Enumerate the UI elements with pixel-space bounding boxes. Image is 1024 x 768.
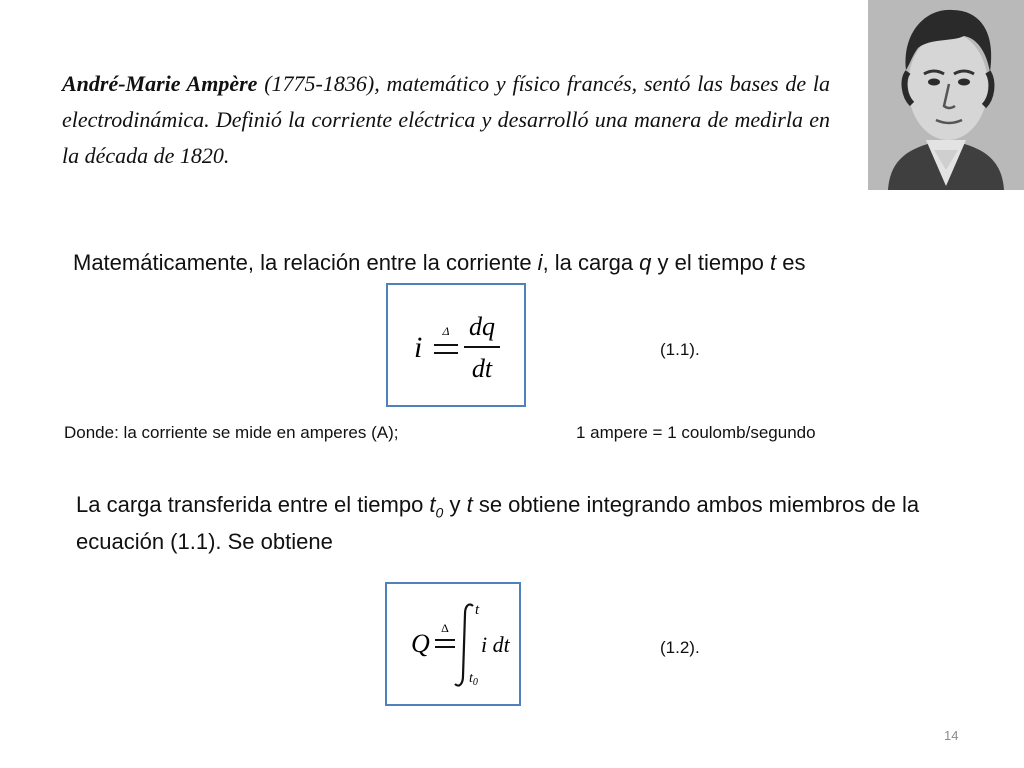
equation-1-2-number: (1.2).: [660, 638, 700, 657]
equation-1-1-number: (1.1).: [660, 340, 700, 359]
eq1-def-symbol: Δ: [442, 324, 450, 338]
equation-1-1-box: [386, 283, 526, 407]
current-relation-intro: Matemáticamente, la relación entre la corriente i, la carga q y el tiempo t es: [73, 250, 806, 275]
ampere-name: André-Marie Ampère: [62, 71, 258, 96]
equation-1-2: [387, 584, 519, 704]
equation-1-2-box: [385, 582, 521, 706]
biography-text: (1775-1836), matemático y físico francés, sentó las bases de la electrodinámica. Definió la corriente eléctrica y desarrolló una manera de medirla en la década de 1820.: [62, 71, 830, 168]
var-t0: $t_0$: [429, 492, 444, 521]
var-i: i: [537, 250, 543, 275]
ampere-portrait: [868, 0, 1024, 190]
current-unit-note: Donde: la corriente se mide en amperes (A);: [64, 423, 399, 442]
slide-number: 14: [944, 728, 959, 743]
eq2-integrand: i dt: [481, 632, 510, 657]
eq2-def-symbol: Δ: [441, 621, 449, 635]
eq2-lhs: Q: [411, 629, 430, 658]
equation-1-1: [388, 285, 524, 405]
ampere-biography: [62, 66, 830, 174]
portrait-engraving-icon: [868, 0, 1024, 190]
eq2-upper-limit: t: [475, 602, 480, 618]
eq1-lhs: i: [414, 331, 423, 364]
eq1-denominator: dt: [471, 354, 493, 383]
eq1-numerator: dq: [469, 312, 495, 341]
var-q: q: [639, 250, 652, 275]
charge-integration-paragraph: La carga transferida entre el tiempo $t_0$ y t se obtiene integrando ambos miembros de la ecuación (1.1). Se obtiene: [76, 492, 920, 555]
eq2-lower-limit: $t_0$: [469, 671, 478, 688]
var-t: t: [770, 250, 777, 275]
ampere-definition: 1 ampere = 1 coulomb/segundo: [576, 423, 816, 442]
var-t-end: t: [466, 492, 473, 517]
